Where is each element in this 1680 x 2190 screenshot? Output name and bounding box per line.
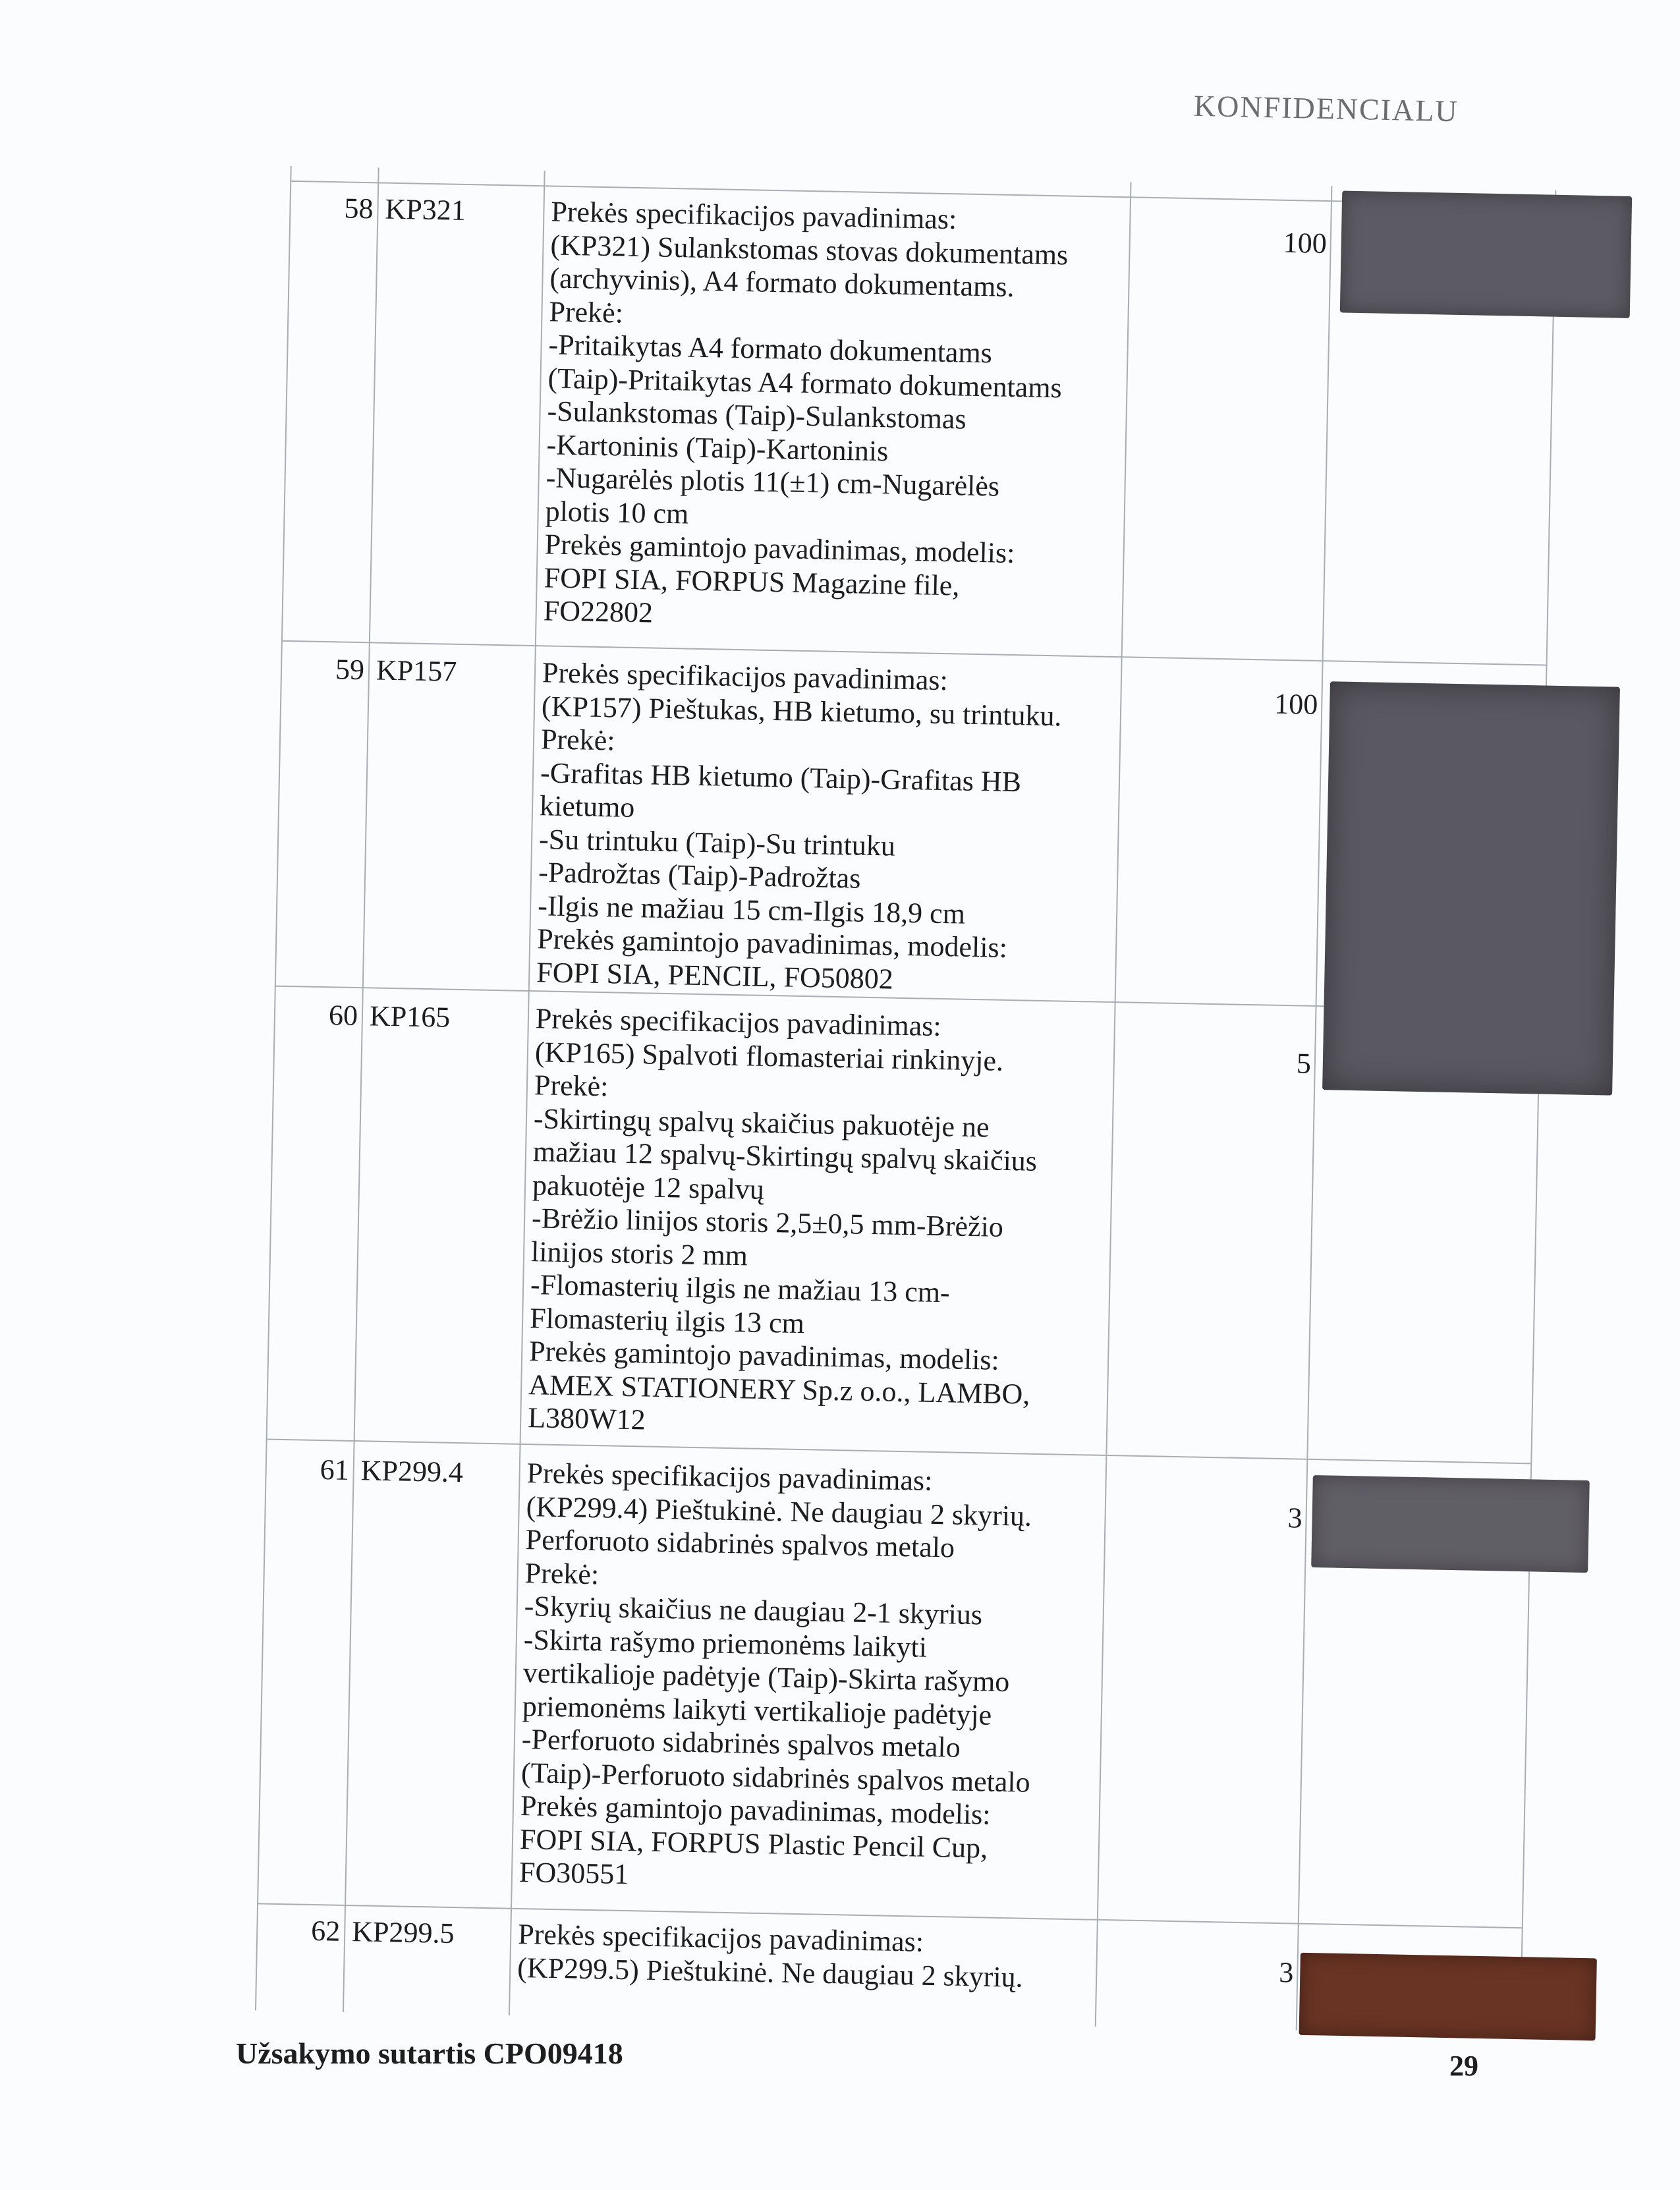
row-number: 62 [310, 1914, 341, 1948]
row-number: 61 [320, 1453, 350, 1486]
product-description: Prekės specifikacijos pavadinimas: (KP299.5) Pieštukinė. Ne daugiau 2 skyrių. [517, 1917, 1024, 1994]
grid-line [343, 167, 379, 2012]
grid-line [1520, 190, 1557, 2035]
product-description: Prekės specifikacijos pavadinimas: (KP321) Sulankstomas stovas dokumentams (archyvinis), A4 formato dokumentams. Prekė: -Pritaikytas A4 formato dokumentams (Taip)-Pritaikytas A4 formato dokumentams -Sulankstomas (Taip)-Sulankstomas -Kartoninis (Taip)-Kartoninis -Nugarėlės plotis 11(±1) cm-Nugarėlės plotis 10 cm Prekės gamintojo pavadinimas, modelis: FOPI SIA, FORPUS Magazine file, FO22802 [543, 195, 1069, 629]
product-code: KP321 [385, 192, 466, 227]
grid-line [1296, 186, 1333, 2031]
product-code: KP165 [369, 999, 451, 1034]
grid-line [255, 166, 292, 2011]
product-code: KP157 [376, 654, 457, 688]
grid-line [281, 640, 1546, 666]
product-code: KP299.5 [351, 1915, 455, 1950]
row-number: 59 [335, 653, 365, 687]
redaction-block [1340, 190, 1632, 318]
redaction-block [1299, 1953, 1597, 2041]
row-number: 58 [344, 192, 374, 225]
redaction-block [1311, 1475, 1590, 1573]
quantity: 100 [1274, 687, 1318, 721]
page-number: 29 [1449, 2050, 1478, 2082]
product-code: KP299.4 [360, 1454, 464, 1489]
product-description: Prekės specifikacijos pavadinimas: (KP157) Pieštukas, HB kietumo, su trintuku. Prekė: -Grafitas HB kietumo (Taip)-Grafitas HB kietumo -Su trintuku (Taip)-Su trintuku -Padrožtas (Taip)-Padrožtas -Ilgis ne mažiau 15 cm-Ilgis 18,9 cm Prekės gamintojo pavadinimas, modelis: FOPI SIA, PENCIL, FO50802 [536, 656, 1062, 996]
row-number: 60 [328, 999, 358, 1032]
quantity: 100 [1283, 226, 1328, 260]
quantity: 3 [1278, 1956, 1294, 1989]
quantity: 3 [1287, 1502, 1303, 1534]
document-title: Užsakymo sutartis CPO09418 [236, 2036, 623, 2070]
redaction-block [1322, 681, 1620, 1095]
product-description: Prekės specifikacijos pavadinimas: (KP165) Spalvoti flomasteriai rinkinyje. Prekė: -Skirtingų spalvų skaičius pakuotėje ne mažiau 12 spalvų-Skirtingų spalvų skaičius pakuotėje 12 spalvų -Brėžio linijos storis 2,5±0,5 mm-Brėžio linijos storis 2 mm -Flomasterių ilgis ne mažiau 13 cm- Flomasterių ilgis 13 cm Prekės gamintojo pavadinimas, modelis: AMEX STATIONERY Sp.z o.o., LAMBO, L380W12 [527, 1002, 1038, 1436]
confidential-label: KONFIDENCIALU [1193, 88, 1459, 128]
product-description: Prekės specifikacijos pavadinimas: (KP299.4) Pieštukinė. Ne daugiau 2 skyrių. Perforuoto sidabrinės spalvos metalo Prekė: -Skyrių skaičius ne daugiau 2-1 skyrius -Skirta rašymo priemonėms laikyti vertikalioje padėtyje (Taip)-Skirta rašymo priemonėms laikyti vertikalioje padėtyje -Perforuoto sidabrinės spalvos metalo (Taip)-Perforuoto sidabrinės spalvos metalo Prekės gamintojo pavadinimas, modelis: FOPI SIA, FORPUS Plastic Pencil Cup, FO30551 [518, 1457, 1032, 1891]
quantity: 5 [1296, 1047, 1312, 1080]
